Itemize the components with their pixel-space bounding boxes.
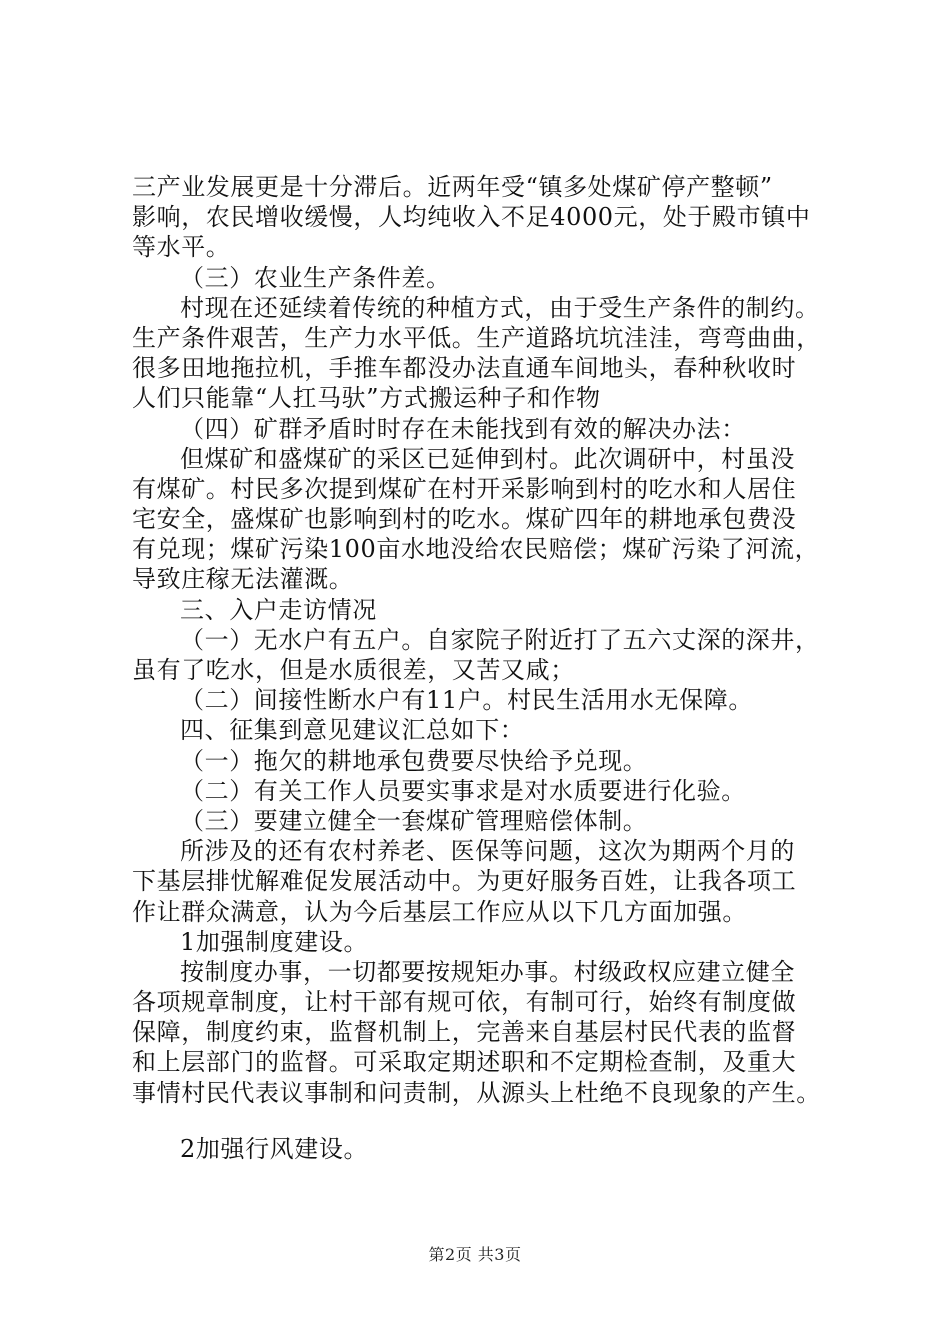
text-line: 人们只能靠“人扛马驮”方式搬运种子和作物: [132, 384, 601, 413]
text-line: 作让群众满意，认为今后基层工作应从以下几方面加强。: [132, 897, 747, 926]
document-body: [132, 172, 852, 1164]
text-line: 影响，农民增收缓慢，人均纯收入不足4000元，处于殿市镇中: [132, 203, 811, 232]
text-line: 有煤矿。村民多次提到煤矿在村开采影响到村的吃水和人居住: [132, 474, 797, 503]
text-line: 和上层部门的监督。可采取定期述职和不定期检查制，及重大: [132, 1048, 797, 1077]
page-footer: 第2页 共3页: [428, 1245, 522, 1264]
text-line: （一）无水户有五户。自家院子附近打了五六丈深的深井，: [180, 625, 820, 654]
text-line: 事情村民代表议事制和问责制，从源头上杜绝不良现象的产生。: [132, 1078, 821, 1107]
text-line: 但煤矿和盛煤矿的采区已延伸到村。此次调研中，村虽没: [180, 444, 795, 473]
text-line: 三产业发展更是十分滞后。近两年受“镇多处煤矿停产整顿”: [132, 173, 773, 201]
text-line: 生产条件艰苦，生产力水平低。生产道路坑坑洼洼，弯弯曲曲，: [132, 323, 821, 352]
text-line: （一）拖欠的耕地承包费要尽快给予兑现。: [180, 746, 648, 775]
text-line: 导致庄稼无法灌溉。: [132, 565, 354, 594]
text-line: 很多田地拖拉机，手推车都没办法直通车间地头，春种秋收时: [132, 354, 797, 383]
text-line: （三）要建立健全一套煤矿管理赔偿体制。: [180, 806, 648, 835]
text-line: 保障，制度约束，监督机制上，完善来自基层村民代表的监督: [132, 1018, 797, 1047]
paragraph-gap: [132, 1108, 852, 1134]
text-line: 所涉及的还有农村养老、医保等问题，这次为期两个月的: [180, 837, 795, 866]
text-line: （三）农业生产条件差。: [180, 263, 451, 292]
text-line: （二）间接性断水户有11户。村民生活用水无保障。: [180, 686, 753, 715]
text-line: （二）有关工作人员要实事求是对水质要进行化验。: [180, 776, 746, 805]
text-line: 下基层排忧解难促发展活动中。为更好服务百姓，让我各项工: [132, 867, 797, 896]
text-line: 1加强制度建设。: [180, 927, 369, 956]
section-heading: 2加强行风建设。: [180, 1134, 369, 1163]
text-line: 虽有了吃水，但是水质很差，又苦又咸；: [132, 656, 575, 684]
text-line: 三、入户走访情况: [180, 595, 377, 624]
text-line: 四、征集到意见建议汇总如下：: [180, 716, 525, 745]
text-line: 各项规章制度，让村干部有规可依，有制可行，始终有制度做: [132, 988, 797, 1017]
text-line: 村现在还延续着传统的种植方式，由于受生产条件的制约。: [180, 293, 820, 322]
text-line: 宅安全，盛煤矿也影响到村的吃水。煤矿四年的耕地承包费没: [132, 505, 797, 534]
text-line: （四）矿群矛盾时时存在未能找到有效的解决办法：: [180, 414, 746, 443]
text-line: 等水平。: [132, 233, 231, 262]
text-line: 按制度办事，一切都要按规矩办事。村级政权应建立健全: [180, 957, 795, 986]
text-line: 有兑现；煤矿污染100亩水地没给农民赔偿；煤矿污染了河流，: [132, 535, 820, 564]
